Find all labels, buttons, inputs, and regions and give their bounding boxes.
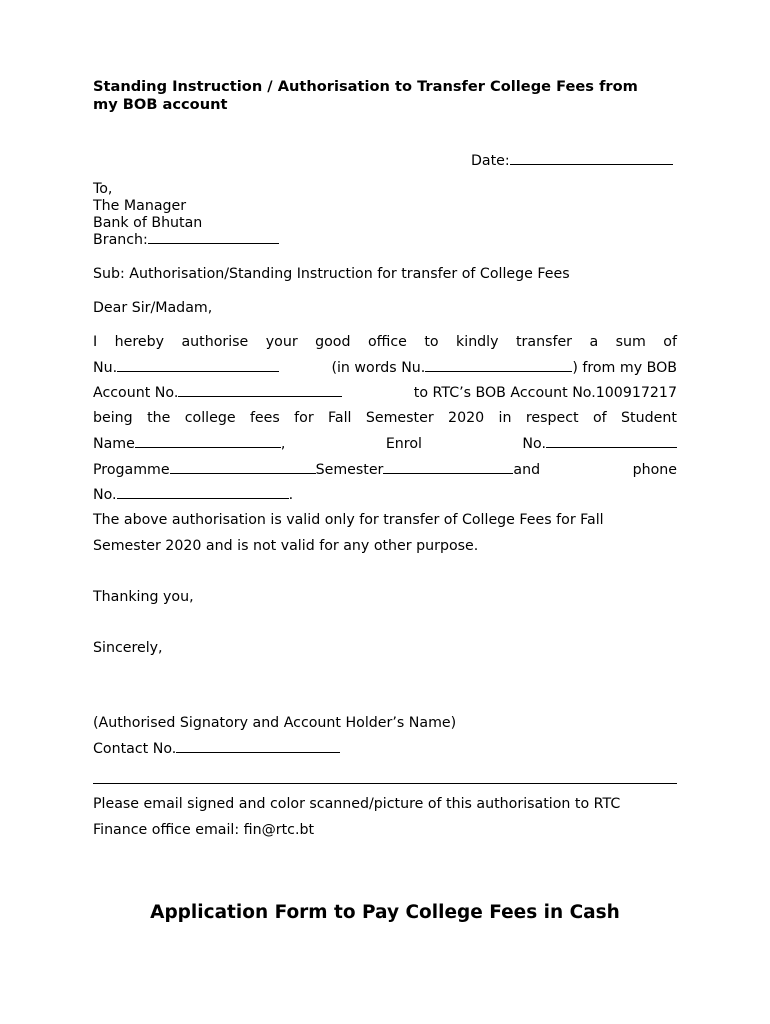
footer-note-line-2: Finance office email: fin@rtc.bt (93, 822, 315, 838)
branch-field (93, 231, 279, 249)
amount-blank[interactable] (117, 359, 279, 372)
date-field (471, 152, 673, 170)
rtc-account-text: to RTC’s BOB Account No.100917217 (413, 385, 677, 401)
word: of (663, 334, 677, 350)
word: kindly (456, 334, 499, 350)
amount-field (93, 359, 279, 377)
branch-label: Branch: (93, 232, 148, 248)
address-to: To, (93, 181, 113, 197)
body-line-4 (93, 409, 677, 427)
date-blank[interactable] (510, 152, 673, 165)
subject-line: Sub: Authorisation/Standing Instruction for transfer of College Fees (93, 266, 570, 282)
phone-no-blank[interactable] (117, 486, 289, 499)
enrol-no-label: No. (522, 436, 546, 452)
thanks-line: Thanking you, (93, 589, 194, 605)
in-words-label: (in words Nu. (331, 360, 426, 376)
contact-field (93, 740, 340, 758)
amount-words-field (331, 359, 677, 377)
phone-label: phone (632, 462, 677, 478)
word: fees (249, 410, 280, 426)
account-no-label: Account No. (93, 385, 179, 401)
nu-label: Nu. (93, 360, 118, 376)
word: sum (615, 334, 646, 350)
programme-label: Progamme (93, 462, 170, 478)
body-line-3 (93, 384, 677, 402)
word: I (93, 334, 98, 350)
amount-words-blank[interactable] (425, 359, 572, 372)
enrol-no-blank[interactable] (546, 435, 677, 448)
sincerely-line: Sincerely, (93, 640, 163, 656)
word: 2020 (448, 410, 485, 426)
divider-line (93, 783, 677, 784)
validity-line-2: Semester 2020 and is not valid for any other purpose. (93, 538, 479, 554)
contact-label: Contact No. (93, 741, 177, 757)
date-label: Date: (471, 153, 510, 169)
body-line-6 (93, 461, 677, 479)
body-line-1 (93, 333, 677, 351)
word: office (367, 334, 407, 350)
account-no-blank[interactable] (178, 384, 342, 397)
word: college (184, 410, 236, 426)
word: in (498, 410, 512, 426)
word: of (592, 410, 607, 426)
period: . (288, 487, 294, 503)
word: to (424, 334, 439, 350)
comma: , (280, 436, 286, 452)
word: good (315, 334, 351, 350)
signatory-line: (Authorised Signatory and Account Holder’s Name) (93, 715, 457, 731)
phone-no-field (93, 486, 293, 504)
document-title-line-1: Standing Instruction / Authorisation to Transfer College Fees from (93, 78, 638, 95)
branch-blank[interactable] (148, 231, 279, 244)
student-name-field (93, 435, 285, 453)
semester-blank[interactable] (383, 461, 513, 474)
account-no-field (93, 384, 342, 402)
phone-no-label: No. (93, 487, 117, 503)
and-label: and (513, 462, 541, 478)
validity-line-1: The above authorisation is valid only for transfer of College Fees for Fall (93, 512, 604, 528)
word: being (93, 410, 133, 426)
programme-semester-field (93, 461, 540, 479)
word: a (589, 334, 599, 350)
word: transfer (515, 334, 573, 350)
programme-blank[interactable] (170, 461, 316, 474)
semester-label: Semester (315, 462, 384, 478)
address-manager: The Manager (93, 198, 187, 214)
address-bank: Bank of Bhutan (93, 215, 203, 231)
word: Semester (365, 410, 434, 426)
word: your (265, 334, 298, 350)
word: Student (621, 410, 677, 426)
cash-form-heading: Application Form to Pay College Fees in Cash (150, 902, 620, 923)
document-title-line-2: my BOB account (93, 96, 228, 113)
footer-note-line-1: Please email signed and color scanned/picture of this authorisation to RTC (93, 796, 621, 812)
word: for (294, 410, 314, 426)
salutation: Dear Sir/Madam, (93, 300, 213, 316)
from-my-bob-text: ) from my BOB (572, 360, 677, 376)
enrol-no-field (522, 435, 677, 453)
body-line-5 (93, 435, 677, 453)
word: hereby (114, 334, 165, 350)
body-line-2 (93, 359, 677, 377)
word: respect (525, 410, 579, 426)
student-name-blank[interactable] (135, 435, 281, 448)
contact-blank[interactable] (176, 740, 340, 753)
word: Fall (328, 410, 352, 426)
enrol-label: Enrol (385, 436, 422, 452)
word: the (147, 410, 171, 426)
word: authorise (181, 334, 249, 350)
name-label: Name (93, 436, 135, 452)
